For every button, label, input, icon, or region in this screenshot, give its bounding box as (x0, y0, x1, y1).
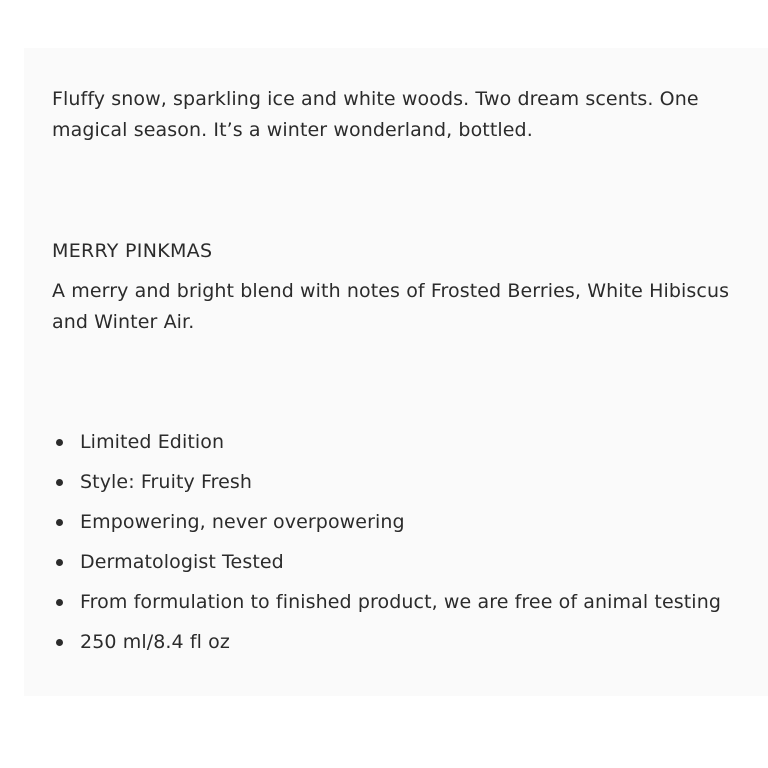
bullet-icon (56, 599, 63, 606)
feature-text: 250 ml/8.4 fl oz (80, 631, 230, 653)
product-description-text: A merry and bright blend with notes of Frosted Berries, White Hibiscus and Winter Air. (52, 280, 730, 333)
feature-text: Limited Edition (80, 431, 225, 453)
bullet-icon (56, 479, 63, 486)
feature-text: From formulation to finished product, we are free of animal testing (80, 591, 721, 613)
bullet-icon (56, 639, 63, 646)
bullet-icon (56, 559, 63, 566)
feature-text: Style: Fruity Fresh (80, 471, 253, 493)
feature-list (52, 427, 732, 667)
list-item (52, 587, 732, 618)
list-item (52, 627, 732, 658)
bullet-icon (56, 439, 63, 446)
list-item (52, 427, 732, 458)
intro-text: Fluffy snow, sparkling ice and white woods. Two dream scents. One magical season. It’s a winter wonderland, bottled. (52, 88, 699, 141)
feature-text: Empowering, never overpowering (80, 511, 405, 533)
list-item (52, 547, 732, 578)
feature-text: Dermatologist Tested (80, 551, 284, 573)
bullet-icon (56, 519, 63, 526)
list-item (52, 507, 732, 538)
list-item (52, 467, 732, 498)
product-name: MERRY PINKMAS (52, 240, 213, 262)
